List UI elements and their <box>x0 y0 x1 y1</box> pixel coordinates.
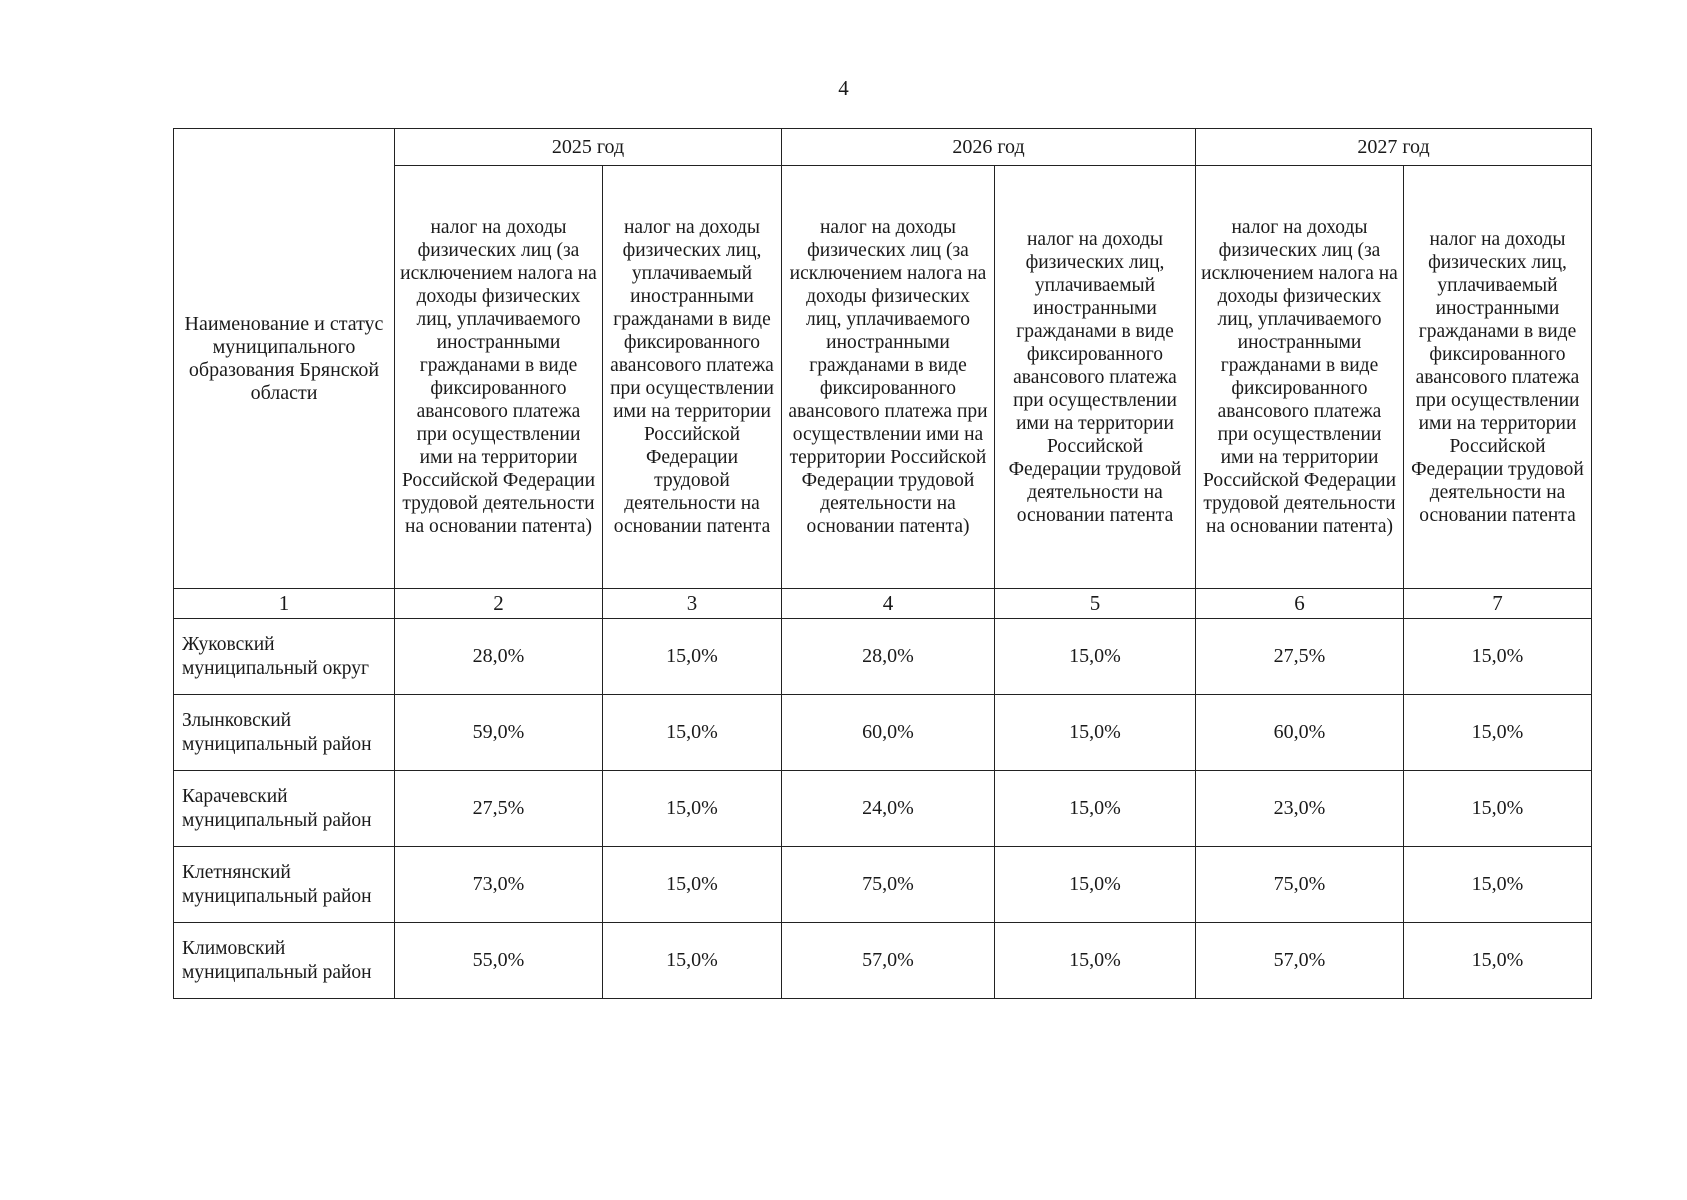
municipality-name: Клетнянский муниципальный район <box>174 847 395 923</box>
table-cell: 15,0% <box>1404 923 1592 999</box>
column-number: 1 <box>174 589 395 619</box>
table-cell: 73,0% <box>395 847 603 923</box>
table-cell: 15,0% <box>1404 847 1592 923</box>
municipality-name: Жуковский муниципальный округ <box>174 619 395 695</box>
table-row <box>174 619 1592 695</box>
table-cell: 28,0% <box>395 619 603 695</box>
year-2026-header: 2026 год <box>782 129 1196 166</box>
table-cell: 28,0% <box>782 619 995 695</box>
municipality-name: Климовский муниципальный район <box>174 923 395 999</box>
table-cell: 15,0% <box>1404 695 1592 771</box>
table-cell: 75,0% <box>1196 847 1404 923</box>
table-cell: 15,0% <box>1404 771 1592 847</box>
tax-header-2025-general: налог на доходы физических лиц (за исключением налога на доходы физических лиц, уплачиваемого иностранными гражданами в виде фиксированного авансового платежа при осуществлении ими на территории Российской Федерации трудовой деятельности на основании патента) <box>395 166 603 589</box>
table-cell: 15,0% <box>1404 619 1592 695</box>
column-number: 2 <box>395 589 603 619</box>
table-cell: 55,0% <box>395 923 603 999</box>
table-cell: 15,0% <box>603 619 782 695</box>
column-number: 3 <box>603 589 782 619</box>
column-number: 4 <box>782 589 995 619</box>
tax-header-2026-patent: налог на доходы физических лиц, уплачиваемый иностранными гражданами в виде фиксированного авансового платежа при осуществлении ими на территории Российской Федерации трудовой деятельности на основании патента <box>995 166 1196 589</box>
page-number: 4 <box>838 76 849 100</box>
table-cell: 15,0% <box>603 847 782 923</box>
table-cell: 57,0% <box>1196 923 1404 999</box>
table-cell: 15,0% <box>603 923 782 999</box>
table-row <box>174 695 1592 771</box>
tax-header-2025-patent: налог на доходы физических лиц, уплачиваемый иностранными гражданами в виде фиксированного авансового платежа при осуществлении ими на территории Российской Федерации трудовой деятельности на основании патента <box>603 166 782 589</box>
column-number: 7 <box>1404 589 1592 619</box>
table-cell: 23,0% <box>1196 771 1404 847</box>
table-cell: 15,0% <box>995 771 1196 847</box>
table-row <box>174 771 1592 847</box>
column-number-row <box>174 589 1592 619</box>
table-cell: 59,0% <box>395 695 603 771</box>
distribution-table <box>173 128 1592 999</box>
table-cell: 15,0% <box>995 695 1196 771</box>
municipality-name: Карачевский муниципальный район <box>174 771 395 847</box>
table-cell: 60,0% <box>1196 695 1404 771</box>
table-row <box>174 847 1592 923</box>
table-cell: 27,5% <box>395 771 603 847</box>
table-cell: 15,0% <box>603 771 782 847</box>
municipality-name: Злынковский муниципальный район <box>174 695 395 771</box>
tax-header-2026-general: налог на доходы физических лиц (за исключением налога на доходы физических лиц, уплачиваемого иностранными гражданами в виде фиксированного авансового платежа при осуществлении ими на территории Российской Федерации трудовой деятельности на основании патента) <box>782 166 995 589</box>
tax-header-2027-general: налог на доходы физических лиц (за исключением налога на доходы физических лиц, уплачиваемого иностранными гражданами в виде фиксированного авансового платежа при осуществлении ими на территории Российской Федерации трудовой деятельности на основании патента) <box>1196 166 1404 589</box>
table-cell: 15,0% <box>995 619 1196 695</box>
table-cell: 27,5% <box>1196 619 1404 695</box>
year-2025-header: 2025 год <box>395 129 782 166</box>
table-row <box>174 923 1592 999</box>
table-cell: 15,0% <box>603 695 782 771</box>
table-cell: 15,0% <box>995 923 1196 999</box>
tax-header-2027-patent: налог на доходы физических лиц, уплачиваемый иностранными гражданами в виде фиксированного авансового платежа при осуществлении ими на территории Российской Федерации трудовой деятельности на основании патента <box>1404 166 1592 589</box>
municipality-name-header: Наименование и статус муниципального образования Брянской области <box>174 129 395 589</box>
year-header-row <box>174 129 1592 166</box>
table-cell: 57,0% <box>782 923 995 999</box>
column-number: 5 <box>995 589 1196 619</box>
table-cell: 60,0% <box>782 695 995 771</box>
table-cell: 24,0% <box>782 771 995 847</box>
table-cell: 75,0% <box>782 847 995 923</box>
table-cell: 15,0% <box>995 847 1196 923</box>
column-number: 6 <box>1196 589 1404 619</box>
year-2027-header: 2027 год <box>1196 129 1592 166</box>
